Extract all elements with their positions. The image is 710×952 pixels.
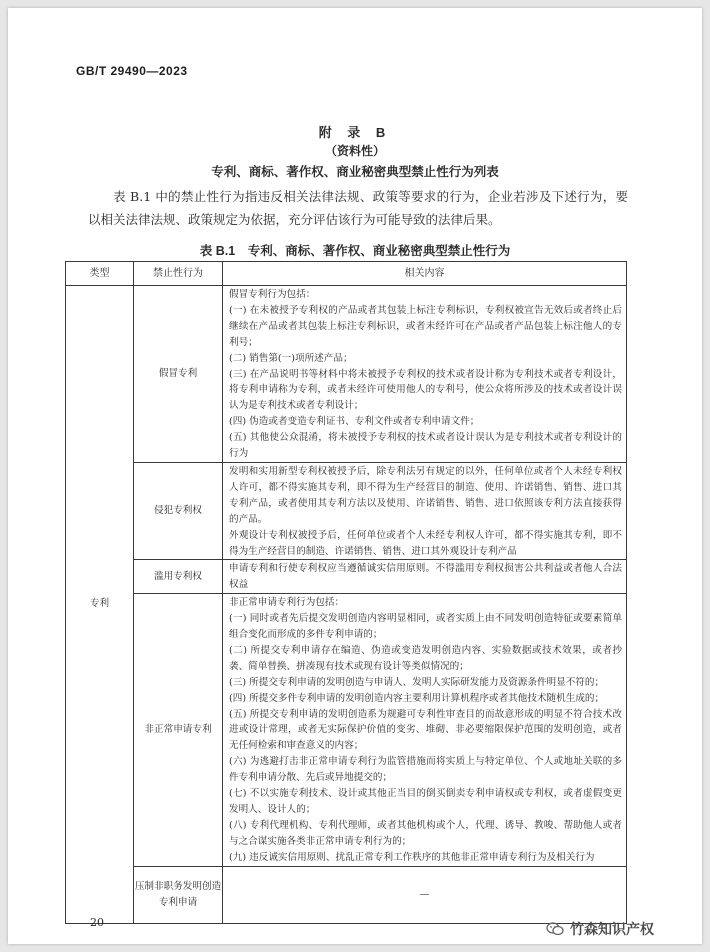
table-row [66,594,627,866]
appendix-note: （资料性） [324,144,385,158]
detail-line: (三) 所提交专利申请的发明创造与申请人、发明人实际研发能力及资源条件明显不符的； [229,676,605,688]
detail-line: (五) 所提交专利申请的发明创造系为规避可专利性审查目的而故意形成的明显不符合技术改进或设计常理，或者无实际保护价值的变劣、堆砌、非必要缩限保护范围的发明创造，或者无任何检索和审查意义的内容； [229,708,622,752]
detail-line: 假冒专利行为包括： [229,289,316,300]
page-number: 20 [90,916,104,929]
detail-cell [223,594,627,866]
detail-cell [223,560,627,594]
table-row [66,866,627,923]
detail-line: (二) 所提交专利申请存在编造、伪造或变造发明创造内容、实验数据或技术效果，或者抄袭、简单替换、拼凑现有技术或现有设计等类似情况的； [229,644,622,672]
document-page [8,8,702,944]
detail-line: (六) 为逃避打击非正常申请专利行为监管措施而将实质上与特定单位、个人或地址关联的多件专利申请分散、先后或异地提交的； [229,756,622,784]
behavior-cell: 压制非职务发明创造专利申请 [134,866,223,923]
detail-line: 非正常申请专利行为包括： [229,597,345,609]
detail-cell [223,286,627,463]
detail-line: (八) 专利代理机构、专利代理师，或者其他机构或个人，代理、诱导、教唆、帮助他人或者与之合谋实施各类非正常申请专利行为的； [229,819,622,847]
standard-code: GB/T 29490—2023 [76,64,188,78]
prohibited-behavior-table [65,261,627,924]
table-row [66,560,627,594]
header-behavior: 禁止性行为 [134,262,223,286]
detail-line: 外观设计专利权被授予后，任何单位或者个人未经专利权人许可，都不得实施其专利，即不得为生产经营目的制造、许诺销售、销售、进口其外观设计专利产品 [229,529,622,557]
detail-cell: — [223,866,627,923]
table-row [66,462,627,559]
detail-line: (二) 销售第(一)项所述产品； [229,352,353,364]
appendix-subtitle: 专利、商标、著作权、商业秘密典型禁止性行为列表 [211,165,499,179]
detail-line: (九) 违反诚实信用原则、扰乱正常专利工作秩序的其他非正常申请专利行为及相关行为 [229,851,595,863]
detail-line: (一) 同时或者先后提交发明创造内容明显相同，或者实质上由不同发明创造特征或要素简单组合变化而形成的多件专利申请的； [229,613,622,641]
behavior-cell: 非正常申请专利 [134,594,223,866]
detail-line: 申请专利和行使专利权应当遵循诚实信用原则。不得滥用专利权损害公共利益或者他人合法权益 [229,563,622,591]
detail-line: (四) 伪造或者变造专利证书、专利文件或者专利申请文件； [229,416,480,428]
watermark-text: 竹森知识产权 [570,922,654,938]
appendix-title: 附 录 B [318,125,392,140]
table-row [66,286,627,463]
watermark [546,919,654,939]
behavior-cell: 滥用专利权 [134,560,223,594]
detail-cell [223,462,627,559]
detail-line: (七) 不以实施专利技术、设计或其他正当目的倒买倒卖专利申请权或专利权，或者虚假变更发明人、设计人的； [229,788,622,815]
detail-line: (五) 其他使公众混淆，将未被授予专利权的技术或者设计误认为是专利技术或者专利设计的行为 [229,432,622,460]
intro-paragraph: 表 B.1 中的禁止性行为指违反相关法律法规、政策等要求的行为，企业若涉及下述行为，要以相关法律法规、政策规定为依据，充分评估该行为可能导致的法律后果。 [88,189,628,227]
detail-line: (四) 所提交多件专利申请的发明创造内容主要利用计算机程序或者其他技术随机生成的； [229,692,605,704]
detail-line: 发明和实用新型专利权被授予后，除专利法另有规定的以外，任何单位或者个人未经专利权人许可，都不得实施其专利，即不得为生产经营目的制造、使用、许诺销售、销售、进口其专利产品，或者使用其专利方法以及使用、许诺销售、销售、进口依照该专利方法直接获得的产品。 [229,465,622,525]
behavior-cell: 假冒专利 [134,286,223,463]
detail-line: (一) 在未被授予专利权的产品或者其包装上标注专利标识，专利权被宣告无效后或者终止后继续在产品或者其包装上标注专利标识，或者未经许可在产品或者产品包装上标注他人的专利号； [229,304,622,348]
table-title: 表 B.1 专利、商标、著作权、商业秘密典型禁止性行为 [199,244,511,258]
behavior-cell: 侵犯专利权 [134,462,223,559]
header-content: 相关内容 [223,262,627,286]
wechat-icon [546,922,564,936]
table-header-row [66,262,627,286]
header-type: 类型 [66,262,134,286]
type-cell: 专利 [66,286,134,924]
detail-line: (三) 在产品说明书等材料中将未被授予专利权的技术或者设计称为专利技术或者专利设计，将专利申请称为专利，或者未经许可使用他人的专利号，使公众将所涉及的技术或者设计误认为是专利技术或者专利设计； [229,368,622,412]
